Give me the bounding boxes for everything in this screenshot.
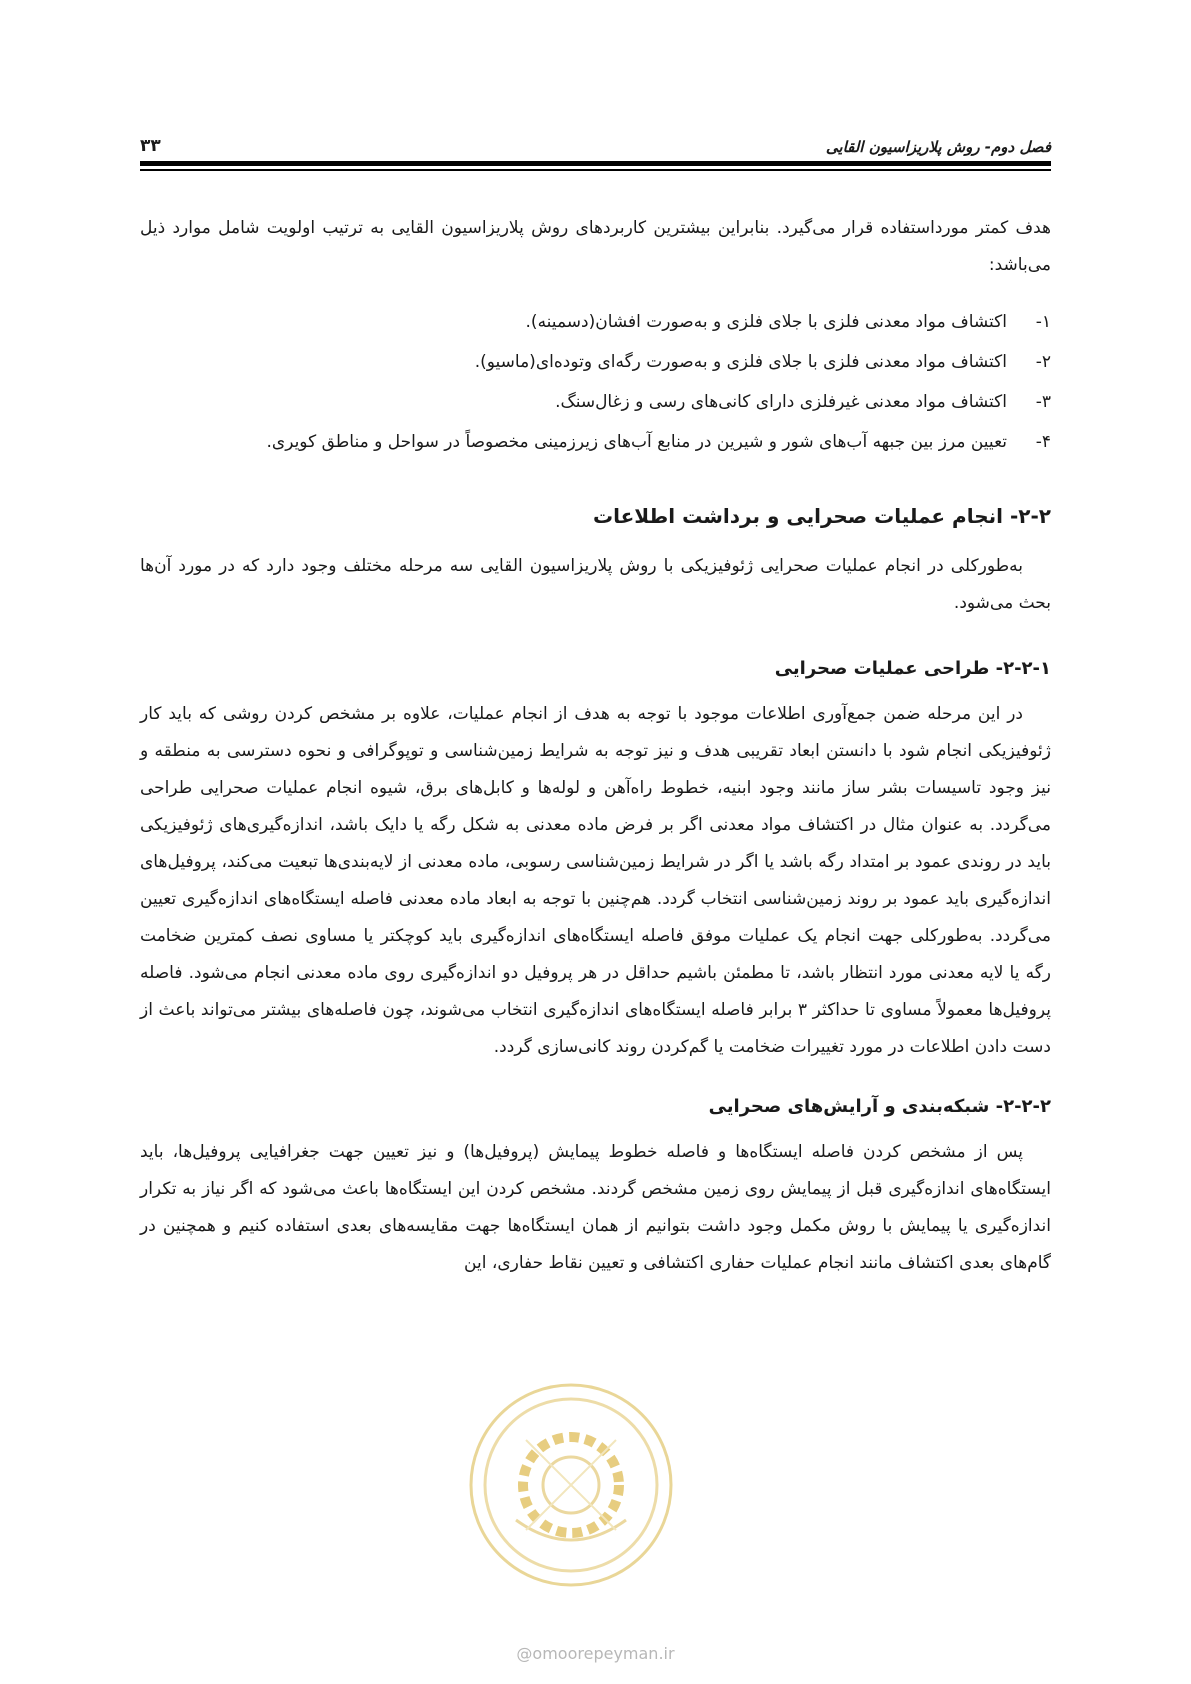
section-2-2-2-paragraph: پس از مشخص کردن فاصله ایستگاه‌ها و فاصله خطوط پیمایش (پروفیل‌ها) و نیز تعیین جهت جغرافیایی پروفیل‌ها، باید ایستگاه‌های اندازه‌گیری قبل از پیمایش روی زمین مشخص گردند. مشخص کردن این ایستگاه‌ها باعث می‌شود که اگر نیاز به تکرار اندازه‌گیری یا پیمایش با روش مکمل وجود داشت بتوانیم از همان ایستگاه‌ها جهت مقایسه‌های بعدی استفاده کنیم و همچنین در گام‌های بعدی اکتشاف مانند انجام عملیات حفاری اکتشافی و تعیین نقاط حفاری، این bbox=[140, 1142, 1051, 1273]
applications-list bbox=[140, 304, 1051, 461]
footer-website-url: @omoorepeyman.ir bbox=[516, 1644, 675, 1663]
list-item-text: اکتشاف مواد معدنی فلزی با جلای فلزی و به‌صورت رگه‌ای وتوده‌ای(ماسیو). bbox=[474, 352, 1007, 372]
publisher-seal-watermark-icon bbox=[456, 1370, 686, 1600]
section-heading-2-2-1: ۲-۲-۱- طراحی عملیات صحرایی bbox=[774, 658, 1051, 679]
list-item bbox=[140, 344, 1051, 381]
intro-paragraph: هدف کمتر مورداستفاده قرار می‌گیرد. بنابراین بیشترین کاربردهای روش پلاریزاسیون القایی به ترتیب اولویت شامل موارد ذیل می‌باشد: bbox=[140, 218, 1051, 275]
list-item-text: اکتشاف مواد معدنی فلزی با جلای فلزی و به‌صورت افشان(دسمینه). bbox=[525, 312, 1007, 332]
list-item-number: ۴- bbox=[1035, 432, 1051, 452]
list-item-text: اکتشاف مواد معدنی غیرفلزی دارای کانی‌های رسی و زغال‌سنگ. bbox=[555, 392, 1007, 412]
section-2-2-paragraph: به‌طورکلی در انجام عملیات صحرایی ژئوفیزیکی با روش پلاریزاسیون القایی سه مرحله مختلف وجود دارد که در مورد آن‌ها بحث می‌شود. bbox=[140, 556, 1051, 613]
list-item-number: ۳- bbox=[1035, 392, 1051, 412]
section-2-2-1-paragraph: در این مرحله ضمن جمع‌آوری اطلاعات موجود با توجه به هدف از انجام عملیات، علاوه بر مشخص کردن روشی که باید کار ژئوفیزیکی انجام شود با دانستن ابعاد تقریبی هدف و نیز توجه به شرایط زمین‌شناسی و توپوگرافی و نحوه دسترسی به منطقه و نیز وجود تاسیسات بشر ساز مانند وجود ابنیه، خطوط راه‌آهن و لوله‌ها و کابل‌های برق، شیوه انجام عملیات صحرایی طراحی می‌گردد. به عنوان مثال در اکتشاف مواد معدنی اگر بر فرض ماده معدنی به شکل رگه یا دایک باشد، اندازه‌گیری‌های ژئوفیزیکی باید در روندی عمود بر امتداد رگه باشد یا اگر در شرایط زمین‌شناسی رسوبی، ماده معدنی از لایه‌بندی‌ها تبعیت می‌کند، پروفیل‌های اندازه‌گیری باید عمود بر روند زمین‌شناسی انتخاب گردد. هم‌چنین با توجه به ابعاد ماده معدنی فاصله ایستگاه‌های اندازه‌گیری تعیین می‌گردد. به‌طورکلی جهت انجام یک عملیات موفق فاصله ایستگاه‌های اندازه‌گیری باید کوچکتر یا مساوی نصف کمترین ضخامت رگه یا لایه معدنی مورد انتظار باشد، تا مطمئن باشیم حداقل در هر پروفیل دو اندازه‌گیری روی ماده معدنی انجام می‌شود. فاصله پروفیل‌ها معمولاً مساوی تا حداکثر ۳ برابر فاصله ایستگاه‌های اندازه‌گیری انتخاب می‌شوند، چون فاصله‌های بیشتر می‌تواند باعث از دست دادن اطلاعات در مورد تغییرات ضخامت یا گم‌کردن روند کانی‌سازی گردد. bbox=[140, 704, 1051, 1057]
list-item-text: تعیین مرز بین جبهه آب‌های شور و شیرین در منابع آب‌های زیرزمینی مخصوصاً در سواحل و مناطق کویری. bbox=[266, 432, 1007, 452]
header-rule-thick bbox=[140, 161, 1051, 166]
section-heading-2-2: ۲-۲- انجام عملیات صحرایی و برداشت اطلاعات bbox=[592, 504, 1051, 528]
header-rule-thin bbox=[140, 169, 1051, 171]
section-heading-2-2-2: ۲-۲-۲- شبکه‌بندی و آرایش‌های صحرایی bbox=[708, 1096, 1051, 1117]
page-number: ۳۳ bbox=[140, 136, 161, 156]
list-item bbox=[140, 304, 1051, 341]
list-item-number: ۱- bbox=[1035, 312, 1051, 332]
list-item-number: ۲- bbox=[1035, 352, 1051, 372]
page-body bbox=[140, 210, 1051, 1282]
list-item bbox=[140, 384, 1051, 421]
running-title: فصل دوم- روش پلاریزاسیون القایی bbox=[825, 138, 1051, 156]
page-header bbox=[140, 126, 1051, 156]
list-item bbox=[140, 424, 1051, 461]
